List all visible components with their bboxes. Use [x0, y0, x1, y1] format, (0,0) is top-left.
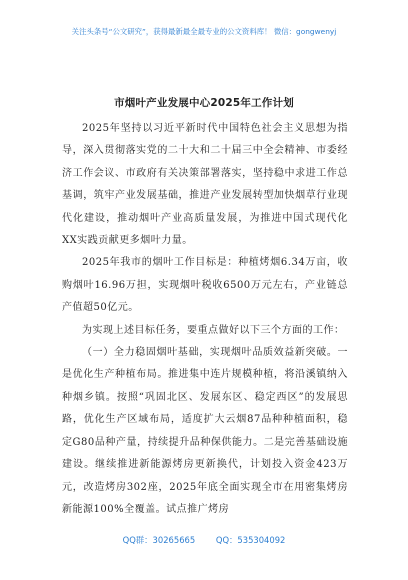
- paragraph-section-one: （一）全力稳固烟叶基础，实现烟叶品质效益新突破。一是优化生产种植布局。推进集中连片规模种植，将沿溪镇纳入种烟乡镇。按照“巩固北区、发展东区、稳定西区”的发展思路，优化生产区域布局，适度扩大云烟87品种种植面积，稳定G80品种产量，持续提升品种保供能力。二是完善基础设施建设。继续推进新能源烤房更新换代，计划投入资金423万元，改造烤房302座，2025年底全面实现全市在用密集烤房新能源100%全覆盖。试点推广烤房: [62, 347, 348, 515]
- paragraph-targets: 2025年我市的烟叶工作目标是：种植烤烟6.34万亩，收购烟叶16.96万担，实现烟叶税收6500万元左右，产业链总产值超50亿元。: [62, 257, 348, 314]
- document-title: 市烟叶产业发展中心2025年工作计划: [114, 97, 294, 109]
- paragraph-tasks-intro: 为实现上述目标任务，要重点做好以下三个方面的工作：: [82, 324, 345, 336]
- qq-number[interactable]: QQ：535304092: [215, 535, 286, 545]
- qq-group-number[interactable]: QQ群：30265665: [122, 535, 196, 545]
- paragraph-intro: 2025年坚持以习近平新时代中国特色社会主义思想为指导，深入贯彻落实党的二十大和二十届三中全会精神、市委经济工作会议、市政府有关决策部署落实，坚持稳中求进工作总基调，筑牢产业发展基础，推进产业发展转型加快烟草行业现代化建设，推动烟叶产业高质量发展，为推进中国式现代化XX实践贡献更多烟叶力量。: [62, 123, 348, 247]
- promo-banner[interactable]: 关注头条号“公文研究”，获得最新最全最专业的公文资料库！ 微信：gongwenyj: [71, 27, 337, 36]
- document-body: [62, 118, 348, 521]
- footer-contact: [0, 534, 408, 546]
